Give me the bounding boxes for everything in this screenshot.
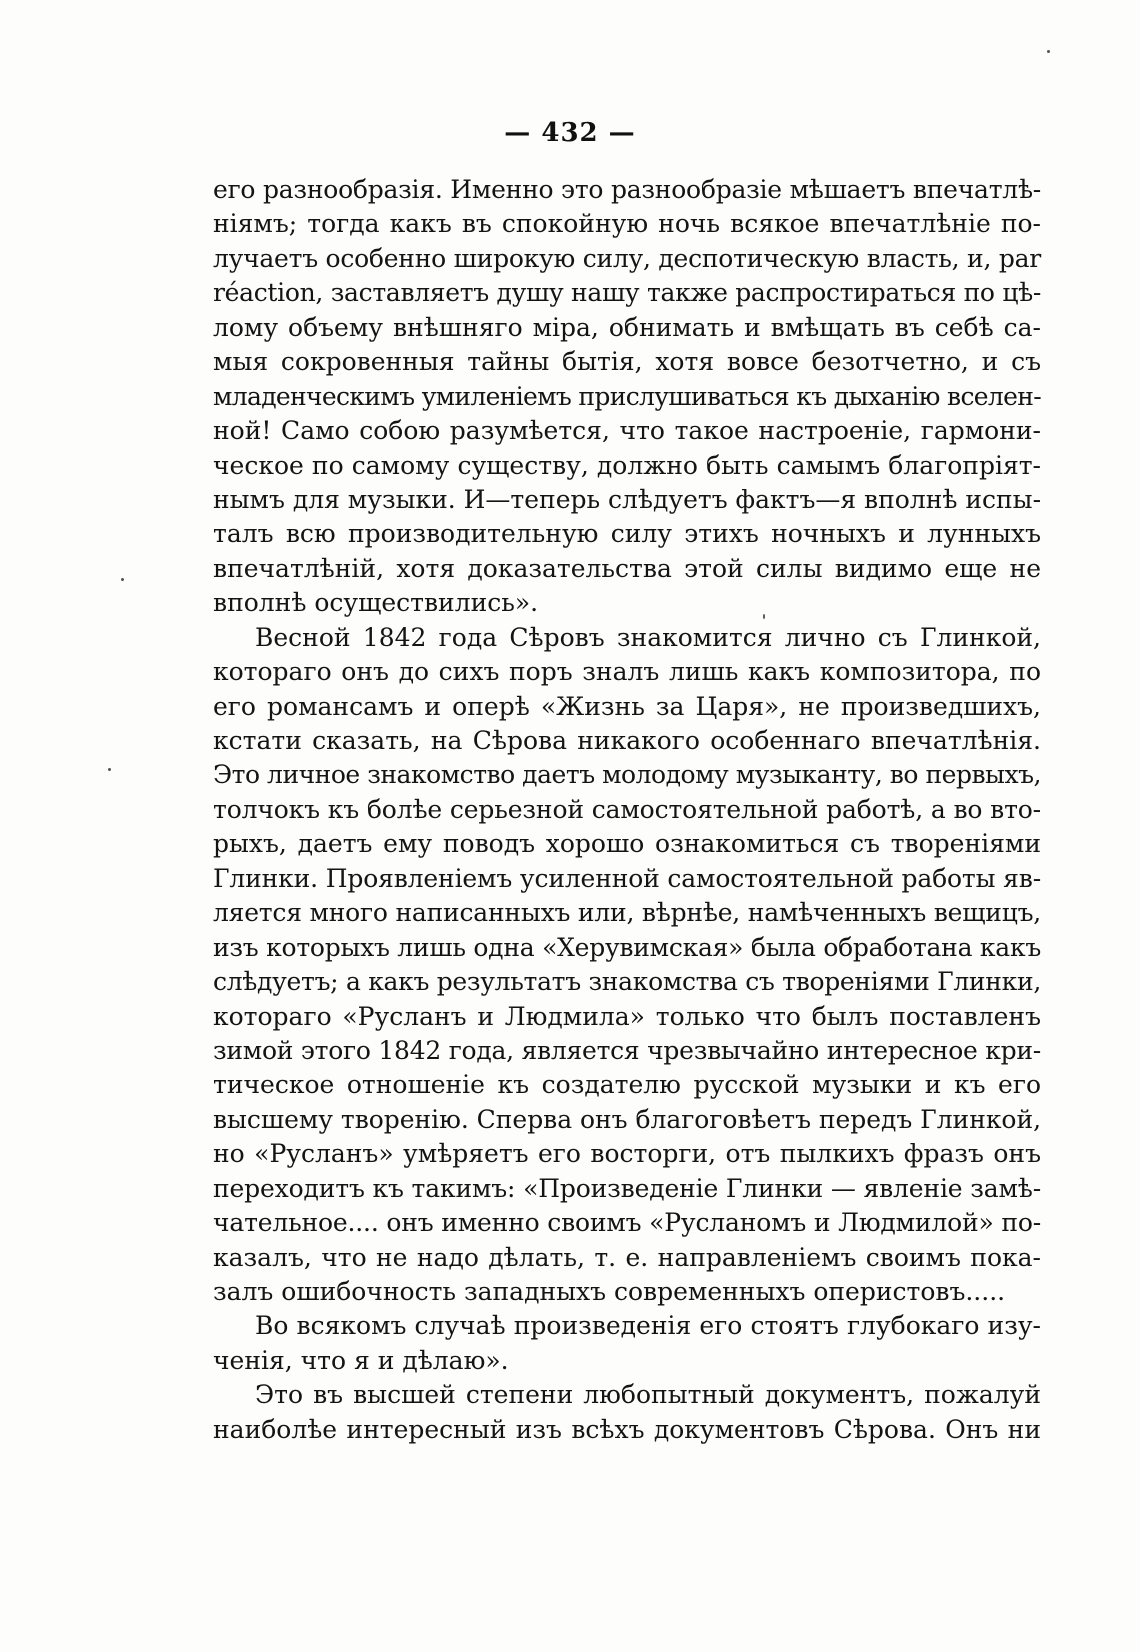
text-line: ляется много написанныхъ или, вѣрнѣе, намѣченныхъ вещицъ,	[213, 898, 1042, 928]
page-number: — 432 —	[504, 118, 636, 148]
text-line: но «Русланъ» умѣряетъ его восторги, отъ пылкихъ фразъ онъ	[213, 1139, 1041, 1169]
text-line: вполнѣ осуществились».	[213, 588, 539, 618]
paragraph	[213, 1378, 1041, 1447]
text-line: его романсамъ и оперѣ «Жизнь за Царя», не произведшихъ,	[213, 691, 1041, 721]
text-line: залъ ошибочность западныхъ современныхъ оперистовъ.....	[213, 1277, 1006, 1306]
text-line: младенческимъ умиленіемъ прислушиваться къ дыханію вселен-	[213, 381, 1041, 411]
scan-speck	[121, 578, 124, 581]
text-line: высшему творенію. Сперва онъ благоговѣетъ передъ Глинкой,	[213, 1104, 1041, 1134]
text-line: ніямъ; тогда какъ въ спокойную ночь всякое впечатлѣніе по-	[213, 209, 1041, 239]
text-line: впечатлѣній, хотя доказательства этой силы видимо еще не	[213, 553, 1041, 583]
paragraph	[213, 621, 1041, 1310]
text-line: réaction, заставляетъ душу нашу также распростираться по цѣ-	[213, 278, 1042, 308]
text-line: Глинки. Проявленіемъ усиленной самостоятельной работы яв-	[213, 863, 1041, 893]
text-line: Это въ высшей степени любопытный документъ, пожалуй	[255, 1380, 1041, 1410]
text-line: слѣдуетъ; а какъ результатъ знакомства съ твореніями Глинки,	[213, 967, 1041, 997]
text-line: чательное.... онъ именно своимъ «Русланомъ и Людмилой» по-	[213, 1208, 1042, 1238]
body-text	[213, 173, 1041, 1447]
text-line: кстати сказать, на Сѣрова никакого особеннаго впечатлѣнія.	[213, 726, 1041, 755]
text-line: мыя сокровенныя тайны бытія, хотя вовсе безотчетно, и съ	[213, 347, 1041, 377]
text-line: котораго онъ до сихъ поръ зналъ лишь какъ композитора, по	[213, 657, 1041, 687]
text-line: тическое отношеніе къ создателю русской музыки и къ его	[213, 1070, 1041, 1100]
text-line: лучаетъ особенно широкую силу, деспотическую власть, и, par	[213, 243, 1041, 273]
text-line: его разнообразія. Именно это разнообразіе мѣшаетъ впечатлѣ-	[213, 175, 1042, 204]
text-line: котораго «Русланъ и Людмила» только что былъ поставленъ	[213, 1001, 1041, 1031]
text-line: изъ которыхъ лишь одна «Херувимская» была обработана какъ	[213, 932, 1041, 962]
scan-speck	[763, 614, 765, 619]
paragraph	[213, 1309, 1041, 1378]
text-line: переходитъ къ такимъ: «Произведеніе Глинки — явленіе замѣ-	[213, 1173, 1042, 1203]
text-line: зимой этого 1842 года, является чрезвычайно интересное кри-	[213, 1035, 1041, 1065]
text-line: нымъ для музыки. И—теперь слѣдуетъ фактъ—я вполнѣ испы-	[213, 484, 1042, 514]
text-line: толчокъ къ болѣе серьезной самостоятельной работѣ, а во вто-	[213, 794, 1041, 824]
text-line: талъ всю производительную силу этихъ ночныхъ и лунныхъ	[213, 519, 1041, 549]
text-line: ческое по самому существу, должно быть самымъ благопріят-	[213, 450, 1041, 480]
text-line: Весной 1842 года Сѣровъ знакомится лично съ Глинкой,	[255, 622, 1041, 652]
text-line: Во всякомъ случаѣ произведенія его стоятъ глубокаго изу-	[255, 1311, 1041, 1341]
text-line: ченія, что я и дѣлаю».	[213, 1345, 509, 1375]
text-line: наиболѣе интересный изъ всѣхъ документовъ Сѣрова. Онъ ни	[213, 1414, 1041, 1444]
scan-speck	[108, 768, 111, 771]
text-line: ной! Само собою разумѣется, что такое настроеніе, гармони-	[213, 416, 1041, 446]
text-line: лому объему внѣшняго міра, обнимать и вмѣщать въ себѣ са-	[213, 312, 1041, 342]
text-line: рыхъ, даетъ ему поводъ хорошо ознакомиться съ твореніями	[213, 829, 1041, 859]
paragraph	[213, 173, 1041, 621]
text-line: казалъ, что не надо дѣлать, т. е. направленіемъ своимъ пока-	[213, 1242, 1041, 1272]
text-line: Это личное знакомство даетъ молодому музыканту, во первыхъ,	[213, 760, 1041, 790]
scan-speck	[1047, 50, 1050, 53]
